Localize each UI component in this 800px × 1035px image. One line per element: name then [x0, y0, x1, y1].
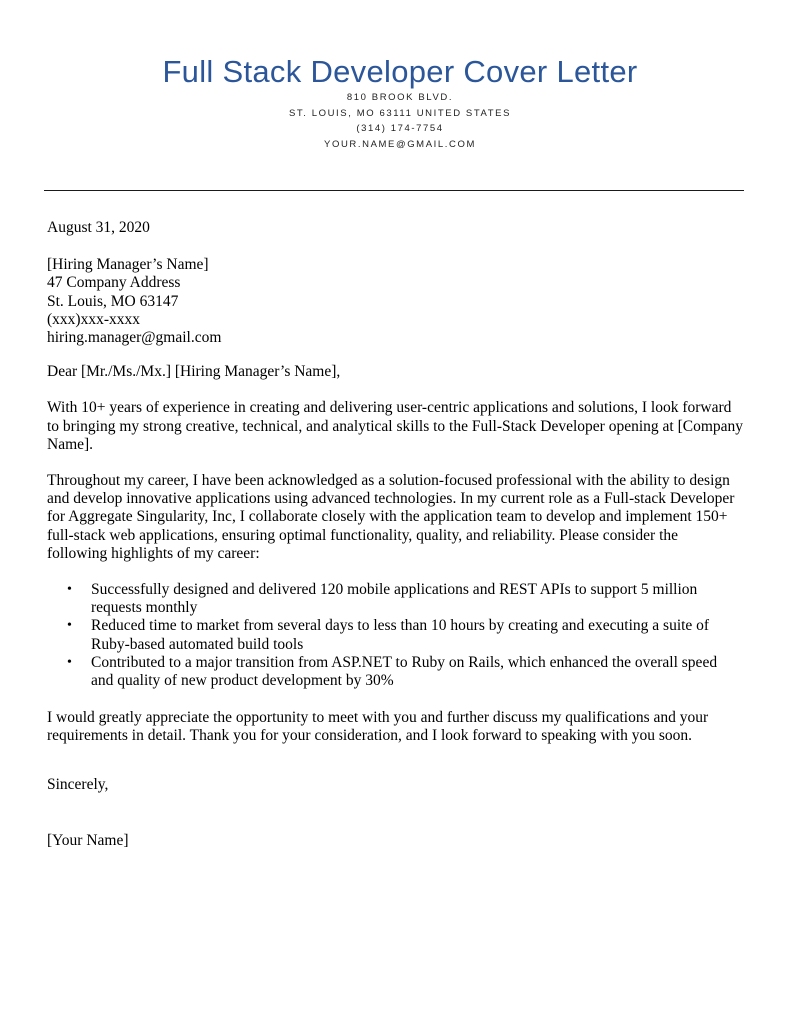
paragraph-line: following highlights of my career:	[47, 544, 260, 562]
paragraph-line: requirements in detail. Thank you for your consideration, and I look forward to speaking with you soon.	[47, 727, 692, 745]
bullet-icon: •	[67, 654, 72, 670]
header-divider	[44, 190, 744, 191]
career-paragraph	[47, 472, 759, 563]
closing-paragraph	[47, 709, 759, 745]
bullet-text-line: and quality of new product development by 30%	[91, 672, 394, 690]
sender-address-line2: ST. LOUIS, MO 63111 UNITED STATES	[288, 107, 512, 119]
letter-title: Full Stack Developer Cover Letter	[162, 54, 638, 89]
intro-paragraph	[47, 399, 759, 454]
paragraph-line: to bringing my strong creative, technical, and analytical skills to the Full-Stack Developer opening at [Company	[47, 417, 744, 435]
bullet-text-line: requests monthly	[91, 599, 198, 617]
bullet-icon: •	[67, 618, 72, 634]
recipient-city: St. Louis, MO 63147	[47, 292, 179, 310]
paragraph-line: Name].	[47, 435, 94, 453]
list-item	[47, 617, 759, 653]
letter-date: August 31, 2020	[47, 219, 150, 236]
salutation: Dear [Mr./Ms./Mx.] [Hiring Manager’s Name],	[47, 363, 341, 381]
paragraph-line: for Aggregate Singularity, Inc, I collaborate closely with the application team to develop and implement 150+	[47, 508, 728, 526]
paragraph-line: I would greatly appreciate the opportunity to meet with you and further discuss my qualifications and your	[47, 709, 709, 727]
valediction: Sincerely,	[47, 775, 109, 793]
recipient-address	[47, 256, 759, 347]
paragraph-line: and develop innovative applications using advanced technologies. In my current role as a Full-stack Developer	[47, 490, 735, 508]
list-item	[47, 654, 759, 690]
bullet-icon: •	[67, 582, 72, 598]
recipient-email: hiring.manager@gmail.com	[47, 329, 222, 347]
bullet-text-line: Reduced time to market from several days to less than 10 hours by creating and executing a suite of	[91, 617, 710, 635]
paragraph-line: With 10+ years of experience in creating and delivering user-centric applications and solutions, I look forward	[47, 399, 732, 417]
highlights-list	[47, 581, 759, 690]
sender-email: YOUR.NAME@GMAIL.COM	[324, 138, 476, 150]
paragraph-line: Throughout my career, I have been acknowledged as a solution-focused professional with the ability to design	[47, 472, 730, 490]
signature-name: [Your Name]	[47, 831, 129, 849]
bullet-text-line: Ruby-based automated build tools	[91, 635, 304, 653]
sender-address-line1: 810 BROOK BLVD.	[346, 92, 454, 103]
recipient-phone: (xxx)xxx-xxxx	[47, 310, 140, 328]
recipient-name: [Hiring Manager’s Name]	[47, 256, 209, 274]
bullet-text-line: Successfully designed and delivered 120 mobile applications and REST APIs to support 5 million	[91, 581, 698, 599]
sender-phone: (314) 174-7754	[356, 123, 444, 134]
bullet-text-line: Contributed to a major transition from ASP.NET to Ruby on Rails, which enhanced the overall speed	[91, 653, 718, 671]
list-item	[47, 581, 759, 617]
recipient-street: 47 Company Address	[47, 274, 181, 292]
letter-header	[0, 54, 800, 152]
paragraph-line: full-stack web applications, ensuring optimal functionality, quality, and reliability. Please consider the	[47, 526, 679, 544]
letter-body	[47, 219, 759, 850]
